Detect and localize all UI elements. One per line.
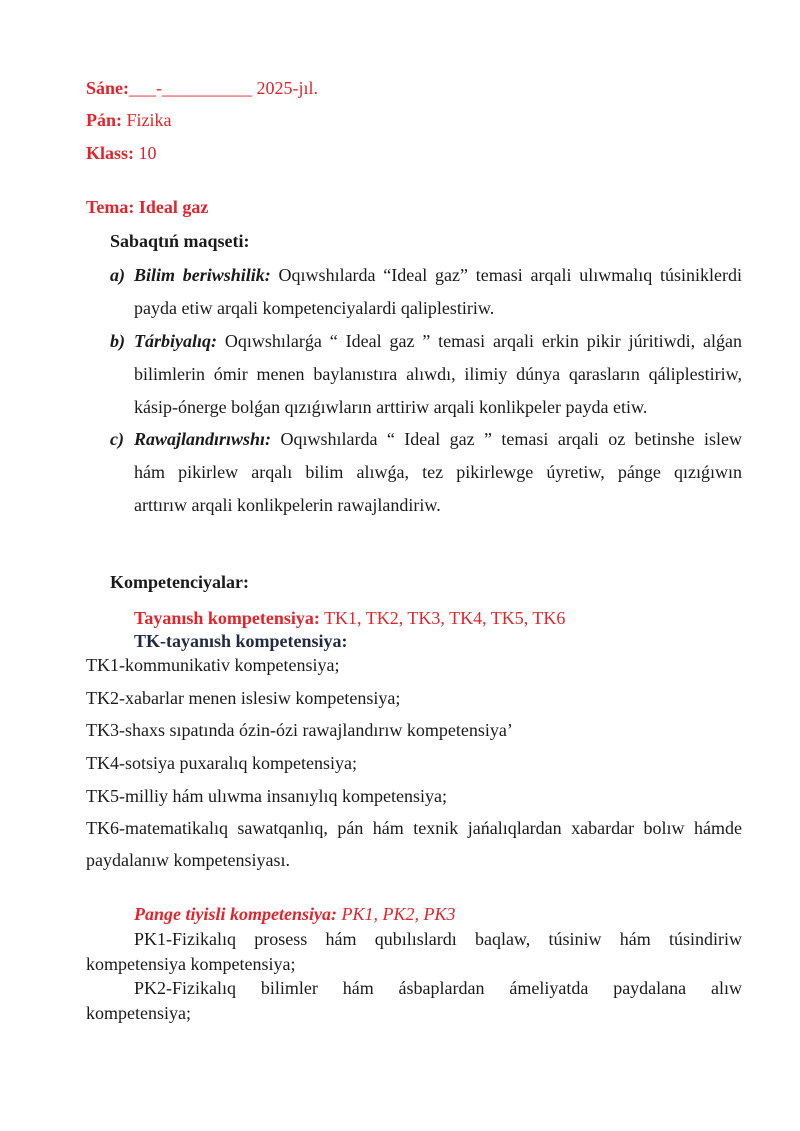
goal-a-text-1: Oqıwshılarda “Ideal gaz” temasi arqali ulıwmalıq túsiniklerdi [270, 265, 742, 285]
pk2-item-line-1: PK2-Fizikalıq bilimler hám ásbaplardan ámeliyatda paydalana alıw [134, 978, 742, 998]
class-label: Klass: [86, 143, 135, 163]
subject-competency-line [134, 903, 456, 925]
base-competency-label: Tayanısh kompetensiya: [134, 608, 320, 628]
goal-a-label: Bilim beriwshilik: [134, 265, 271, 285]
goal-c-label: Rawajlandırıwshı: [134, 429, 272, 449]
class-line [86, 142, 157, 164]
goal-b-text-1: Oqıwshılarǵa “ Ideal gaz ” temasi arqali erkin pikir júritiwdi, alǵan [217, 331, 742, 351]
goal-c-line-3: arttırıw arqali konlikpelerin rawajlandiriw. [134, 495, 441, 515]
competencies-heading: Kompetenciyalar: [110, 572, 249, 592]
pk2-item-line-2: kompetensiya; [86, 1003, 191, 1023]
topic-title: Tema: Ideal gaz [86, 197, 209, 217]
goal-a-marker: a) [110, 265, 125, 285]
goal-a-line-1 [134, 264, 742, 286]
goal-c-line-1 [134, 428, 742, 450]
date-label: Sáne: [86, 78, 130, 98]
goal-c-text-1: Oqıwshılarda “ Ideal gaz ” temasi arqali oz betinshe islew [271, 429, 742, 449]
goal-b-line-3: kásip-ónerge bolǵan qızıǵıwların arttiriw arqali konlikpeler payda etiw. [134, 397, 648, 417]
goal-c-line-2: hám pikirlew arqalı bilim alıwǵa, tez pikirlewge úyretiw, pánge qızıǵıwın [134, 462, 742, 482]
goal-b-line-1 [134, 330, 742, 352]
subject-line [86, 109, 172, 131]
tk-heading: TK-tayanısh kompetensiya: [134, 631, 348, 651]
subject-competency-label: Pange tiyisli kompetensiya: [134, 904, 337, 924]
tk6-item-line-1: TK6-matematikalıq sawatqanlıq, pán hám texnik jańalıqlardan xabardar bolıw hámde [86, 818, 742, 838]
date-blank: ___-__________ [129, 78, 257, 98]
base-competency-value: TK1, TK2, TK3, TK4, TK5, TK6 [319, 608, 566, 628]
goal-a-line-2: payda etiw arqali kompetenciyalardi qaliplestiriw. [134, 298, 495, 318]
date-line [86, 77, 318, 99]
goal-c-marker: c) [110, 429, 124, 449]
tk3-item: TK3-shaxs sıpatında ózin-ózi rawajlandırıw kompetensiya’ [86, 720, 513, 740]
goals-heading: Sabaqtıń maqseti: [110, 231, 250, 251]
date-year: 2025-jıl. [256, 78, 319, 98]
tk2-item: TK2-xabarlar menen islesiw kompetensiya; [86, 688, 401, 708]
goal-b-label: Tárbiyalıq: [134, 331, 217, 351]
class-value: 10 [134, 143, 157, 163]
base-competency-line [134, 607, 565, 629]
subject-value: Fizika [122, 110, 172, 130]
subject-label: Pán: [86, 110, 122, 130]
tk1-item: TK1-kommunikativ kompetensiya; [86, 655, 340, 675]
goal-b-line-2: bilimlerin ómir menen baylanıstıra alıwdı, ilimiy dúnya qarasların qáliplestiriw, [134, 364, 742, 384]
goal-b-marker: b) [110, 331, 125, 351]
subject-competency-value: PK1, PK2, PK3 [336, 904, 456, 924]
tk4-item: TK4-sotsiya puxaralıq kompetensiya; [86, 753, 357, 773]
tk6-item-line-2: paydalanıw kompetensiyası. [86, 850, 290, 870]
pk1-item-line-2: kompetensiya kompetensiya; [86, 954, 296, 974]
pk1-item-line-1: PK1-Fizikalıq prosess hám qubılıslardı baqlaw, túsiniw hám túsindiriw [134, 929, 742, 949]
tk5-item: TK5-milliy hám ulıwma insanıylıq kompetensiya; [86, 786, 447, 806]
